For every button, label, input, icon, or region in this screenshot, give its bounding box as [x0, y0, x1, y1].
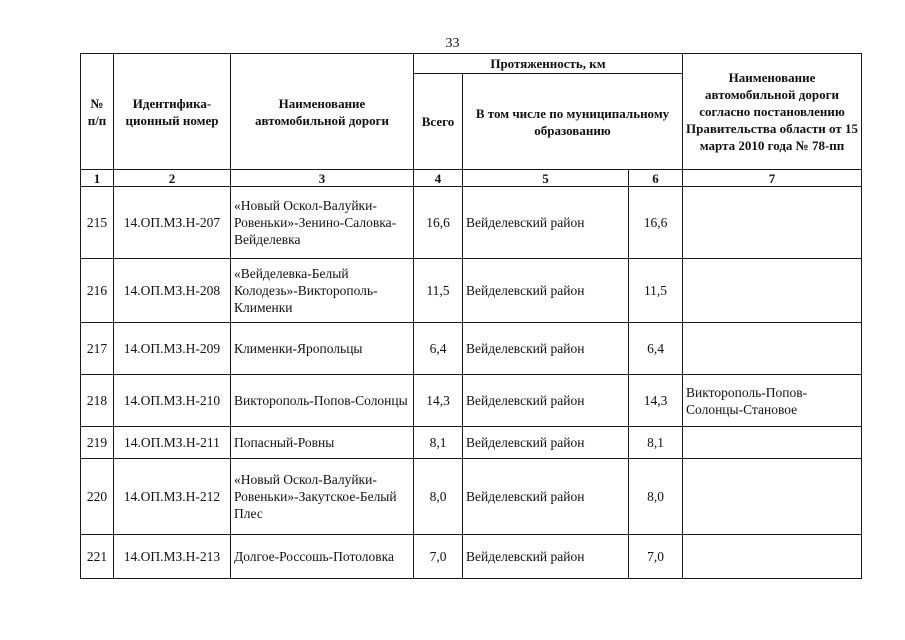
road-name: Долгое-Россошь-Потоловка [231, 535, 414, 579]
district-length: 14,3 [629, 375, 683, 427]
road-id: 14.ОП.МЗ.Н-210 [114, 375, 231, 427]
road-name: «Новый Оскол-Валуйки-Ровеньки»-Зенино-Саловка-Вейделевка [231, 187, 414, 259]
decree-name [683, 459, 862, 535]
column-number: 1 [81, 170, 114, 187]
decree-name [683, 259, 862, 323]
table-row [81, 187, 862, 259]
district-name: Вейделевский район [463, 187, 629, 259]
row-number: 218 [81, 375, 114, 427]
road-id: 14.ОП.МЗ.Н-208 [114, 259, 231, 323]
column-number: 2 [114, 170, 231, 187]
table-row [81, 535, 862, 579]
header-id: Идентифика-ционный номер [114, 54, 231, 170]
length-total: 8,1 [414, 427, 463, 459]
road-name: Клименки-Яропольцы [231, 323, 414, 375]
district-length: 11,5 [629, 259, 683, 323]
length-total: 8,0 [414, 459, 463, 535]
district-name: Вейделевский район [463, 427, 629, 459]
row-number: 221 [81, 535, 114, 579]
decree-name [683, 323, 862, 375]
road-id: 14.ОП.МЗ.Н-209 [114, 323, 231, 375]
row-number: 217 [81, 323, 114, 375]
district-length: 16,6 [629, 187, 683, 259]
length-total: 14,3 [414, 375, 463, 427]
length-total: 7,0 [414, 535, 463, 579]
column-number: 3 [231, 170, 414, 187]
road-id: 14.ОП.МЗ.Н-212 [114, 459, 231, 535]
length-total: 16,6 [414, 187, 463, 259]
decree-name: Викторополь-Попов-Солонцы-Становое [683, 375, 862, 427]
table-row [81, 259, 862, 323]
row-number: 215 [81, 187, 114, 259]
row-number: 220 [81, 459, 114, 535]
length-total: 11,5 [414, 259, 463, 323]
header-total: Всего [414, 74, 463, 170]
district-name: Вейделевский район [463, 459, 629, 535]
road-name: Попасный-Ровны [231, 427, 414, 459]
table-row [81, 459, 862, 535]
district-name: Вейделевский район [463, 375, 629, 427]
road-name: «Вейделевка-Белый Колодезь»-Викторополь-Клименки [231, 259, 414, 323]
road-name: «Новый Оскол-Валуйки-Ровеньки»-Закутское-Белый Плес [231, 459, 414, 535]
district-name: Вейделевский район [463, 323, 629, 375]
district-name: Вейделевский район [463, 535, 629, 579]
district-length: 8,0 [629, 459, 683, 535]
road-id: 14.ОП.МЗ.Н-211 [114, 427, 231, 459]
table-row [81, 323, 862, 375]
header-num: № п/п [81, 54, 114, 170]
header-decree: Наименование автомобильной дороги согласно постановлению Правительства области от 15 марта 2010 года № 78-пп [683, 54, 862, 170]
length-total: 6,4 [414, 323, 463, 375]
row-number: 216 [81, 259, 114, 323]
district-length: 6,4 [629, 323, 683, 375]
road-name: Викторополь-Попов-Солонцы [231, 375, 414, 427]
header-name: Наименование автомобильной дороги [231, 54, 414, 170]
column-number: 5 [463, 170, 629, 187]
decree-name [683, 427, 862, 459]
road-id: 14.ОП.МЗ.Н-207 [114, 187, 231, 259]
roads-table [80, 53, 862, 579]
page-number: 33 [445, 36, 460, 51]
column-number: 4 [414, 170, 463, 187]
decree-name [683, 187, 862, 259]
column-number: 7 [683, 170, 862, 187]
header-municipal: В том числе по муниципальному образованию [463, 74, 683, 170]
road-id: 14.ОП.МЗ.Н-213 [114, 535, 231, 579]
district-name: Вейделевский район [463, 259, 629, 323]
decree-name [683, 535, 862, 579]
column-number-row [81, 170, 862, 187]
column-number: 6 [629, 170, 683, 187]
table-row [81, 427, 862, 459]
row-number: 219 [81, 427, 114, 459]
table-row [81, 375, 862, 427]
district-length: 8,1 [629, 427, 683, 459]
header-length-group: Протяженность, км [414, 54, 683, 74]
district-length: 7,0 [629, 535, 683, 579]
